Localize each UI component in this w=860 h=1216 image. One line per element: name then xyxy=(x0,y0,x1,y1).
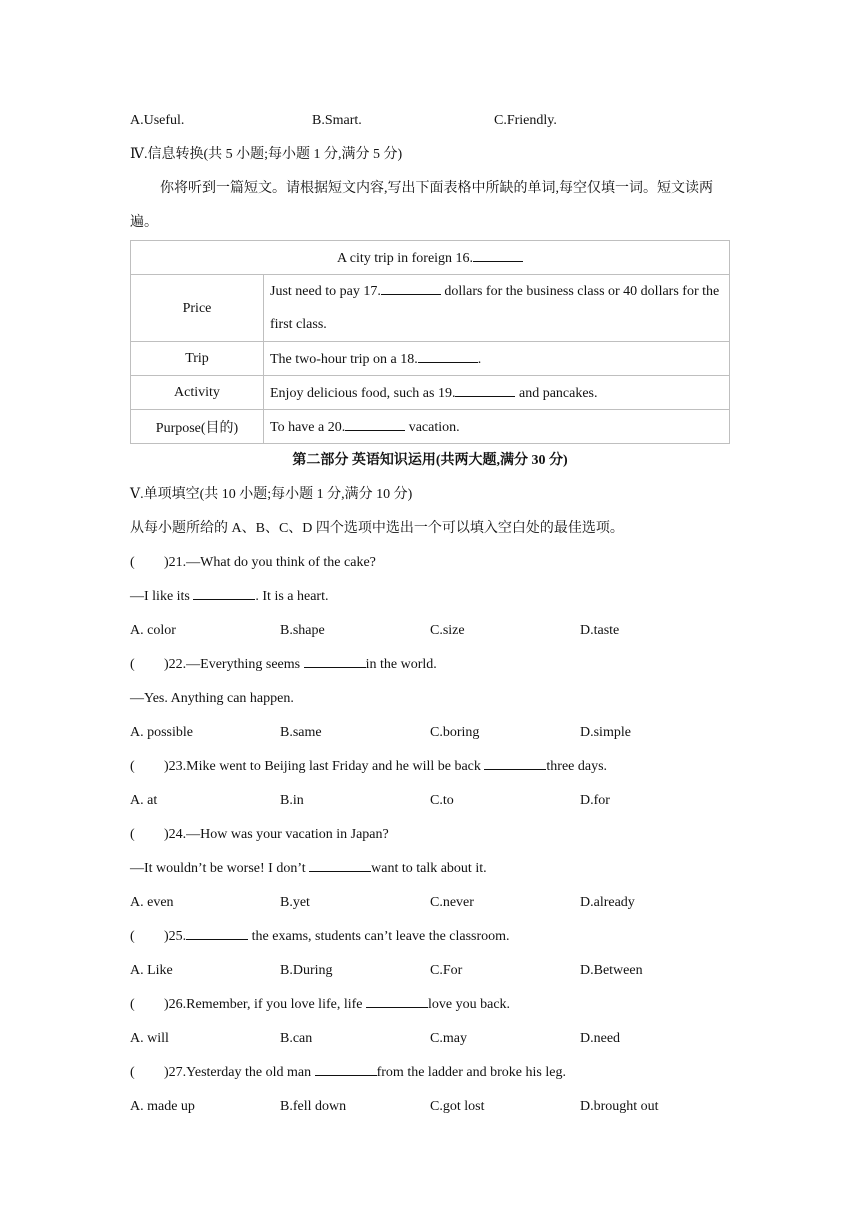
row-label: Price xyxy=(131,275,264,342)
option-b: B.same xyxy=(280,725,322,740)
part-2-title: 第二部分 英语知识运用(共两大题,满分 30 分) xyxy=(292,453,568,468)
option-d: D.already xyxy=(580,895,635,910)
option-b: B.yet xyxy=(280,895,310,910)
option-c: C.got lost xyxy=(430,1099,485,1114)
question-25: ( )25. the exams, students can’t leave the classroom. xyxy=(130,929,510,944)
option-b: B.in xyxy=(280,793,304,808)
table-header: A city trip in foreign 16. xyxy=(131,241,730,275)
option-a: A. at xyxy=(130,793,158,808)
option-a: A. will xyxy=(130,1031,169,1046)
question-22-reply: —Yes. Anything can happen. xyxy=(130,691,294,706)
option-a: A. made up xyxy=(130,1099,195,1114)
question-21-options xyxy=(130,614,730,648)
row-content: To have a 20. vacation. xyxy=(264,410,730,444)
option-d: D.brought out xyxy=(580,1099,659,1114)
option-b: B.fell down xyxy=(280,1099,347,1114)
option-c: C.boring xyxy=(430,725,480,740)
table-row xyxy=(131,342,730,376)
row-content: Enjoy delicious food, such as 19. and pancakes. xyxy=(264,376,730,410)
blank-20 xyxy=(345,418,405,431)
option-a: A.Useful. xyxy=(130,113,185,128)
blank-27 xyxy=(315,1063,377,1076)
option-c: C.to xyxy=(430,793,454,808)
question-26: ( )26.Remember, if you love life, life love you back. xyxy=(130,997,511,1012)
blank-18 xyxy=(418,350,478,363)
option-d: D.for xyxy=(580,793,610,808)
row-label: Activity xyxy=(131,376,264,410)
question-24: ( )24.—How was your vacation in Japan? xyxy=(130,827,389,842)
blank-22 xyxy=(304,655,366,668)
option-c: C.never xyxy=(430,895,474,910)
blank-21 xyxy=(193,587,255,600)
option-b: B.can xyxy=(280,1031,313,1046)
section-5-title: Ⅴ.单项填空(共 10 小题;每小题 1 分,满分 10 分) xyxy=(130,487,413,502)
previous-question-options xyxy=(130,104,730,138)
option-a: A. even xyxy=(130,895,174,910)
blank-19 xyxy=(455,384,515,397)
option-c: C.size xyxy=(430,623,465,638)
question-21: ( )21.—What do you think of the cake? xyxy=(130,555,376,570)
document-page xyxy=(130,104,730,1124)
question-21-reply: —I like its . It is a heart. xyxy=(130,589,329,604)
option-b: B.shape xyxy=(280,623,325,638)
row-label: Trip xyxy=(131,342,264,376)
option-d: D.need xyxy=(580,1031,621,1046)
blank-17 xyxy=(381,282,441,295)
row-label: Purpose(目的) xyxy=(131,410,264,444)
question-23: ( )23.Mike went to Beijing last Friday and he will be back three days. xyxy=(130,759,608,774)
table-row xyxy=(131,275,730,342)
row-content: Just need to pay 17. dollars for the business class or 40 dollars for the first class. xyxy=(264,275,730,342)
question-24-reply: —It wouldn’t be worse! I don’t want to talk about it. xyxy=(130,861,487,876)
question-25-options xyxy=(130,954,730,988)
option-c: C.For xyxy=(430,963,463,978)
blank-16 xyxy=(473,249,523,262)
question-26-options xyxy=(130,1022,730,1056)
question-24-options xyxy=(130,886,730,920)
option-c: C.may xyxy=(430,1031,467,1046)
section-4-instruction: 你将听到一篇短文。请根据短文内容,写出下面表格中所缺的单词,每空仅填一词。短文读两遍。 xyxy=(130,181,713,230)
option-a: A. possible xyxy=(130,725,193,740)
info-table xyxy=(130,240,730,444)
option-b: B.Smart. xyxy=(312,113,362,128)
question-23-options xyxy=(130,784,730,818)
question-22-options xyxy=(130,716,730,750)
option-d: D.simple xyxy=(580,725,631,740)
option-d: D.taste xyxy=(580,623,620,638)
option-c: C.Friendly. xyxy=(494,113,557,128)
table-row xyxy=(131,376,730,410)
blank-24 xyxy=(309,859,371,872)
blank-23 xyxy=(484,757,546,770)
row-content: The two-hour trip on a 18. . xyxy=(264,342,730,376)
section-5-instruction: 从每小题所给的 A、B、C、D 四个选项中选出一个可以填入空白处的最佳选项。 xyxy=(130,521,624,536)
option-d: D.Between xyxy=(580,963,643,978)
question-27: ( )27.Yesterday the old man from the ladder and broke his leg. xyxy=(130,1065,566,1080)
option-a: A. color xyxy=(130,623,176,638)
option-b: B.During xyxy=(280,963,333,978)
blank-26 xyxy=(366,995,428,1008)
section-4-title: Ⅳ.信息转换(共 5 小题;每小题 1 分,满分 5 分) xyxy=(130,147,403,162)
question-22: ( )22.—Everything seems in the world. xyxy=(130,657,437,672)
blank-25 xyxy=(186,927,248,940)
table-row xyxy=(131,410,730,444)
question-27-options xyxy=(130,1090,730,1124)
option-a: A. Like xyxy=(130,963,173,978)
